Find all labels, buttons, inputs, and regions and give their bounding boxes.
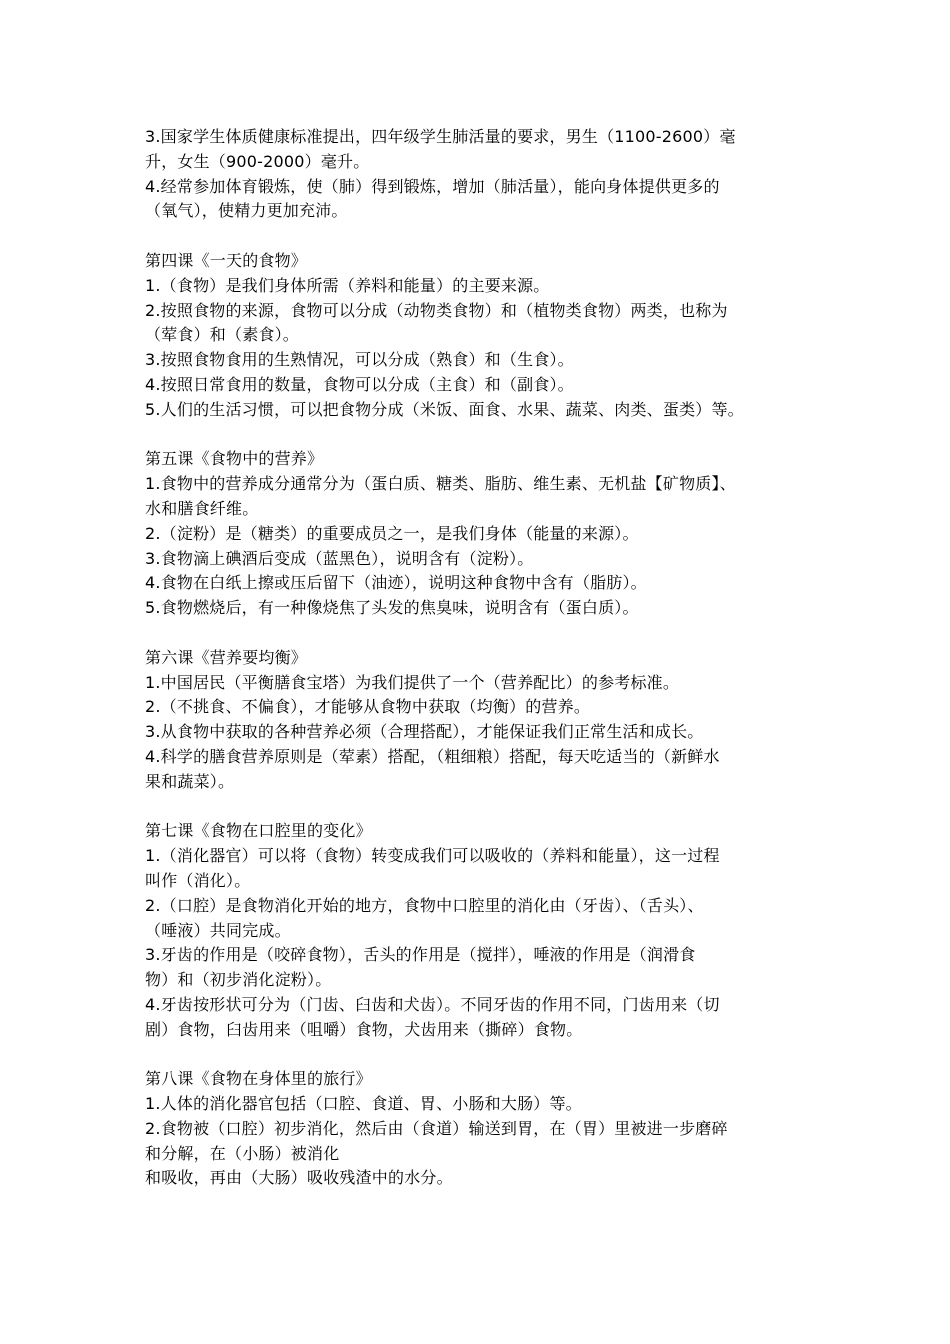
- section-heading: 第五课《食物中的营养》: [145, 449, 324, 469]
- section-lesson-4: [145, 249, 810, 423]
- text-line: 和分解，在（小肠）被消化: [145, 1143, 340, 1163]
- text-line: 剧）食物，臼齿用来（咀嚼）食物，犬齿用来（撕碎）食物。: [145, 1019, 583, 1039]
- text-line: 3.按照食物食用的生熟情况，可以分成（熟食）和（生食）。: [145, 350, 574, 370]
- text-line: 1.人体的消化器官包括（口腔、食道、胃、小肠和大肠）等。: [145, 1094, 582, 1114]
- section-lesson-7: [145, 819, 810, 1042]
- text-line: 4.科学的膳食营养原则是（荤素）搭配，（粗细粮）搭配，每天吃适当的（新鲜水: [145, 746, 720, 766]
- spacer: [145, 423, 810, 448]
- text-line: 升，女生（900-2000）毫升。: [145, 151, 370, 171]
- text-line: 1.食物中的营养成分通常分为（蛋白质、糖类、脂肪、维生素、无机盐【矿物质】、: [145, 474, 736, 494]
- text-line: 2.按照食物的来源，食物可以分成（动物类食物）和（植物类食物）两类，也称为: [145, 300, 728, 320]
- text-line: 3.国家学生体质健康标准提出，四年级学生肺活量的要求，男生（1100-2600）毫: [145, 127, 736, 146]
- text-line: （荤食）和（素食）。: [145, 325, 300, 345]
- text-line: 2.（淀粉）是（糖类）的重要成员之一，是我们身体（能量的来源）。: [145, 523, 639, 543]
- text-line: 4.经常参加体育锻炼，使（肺）得到锻炼，增加（肺活量），能向身体提供更多的: [145, 176, 720, 196]
- spacer: [145, 621, 810, 646]
- text-line: 5.食物燃烧后，有一种像烧焦了头发的焦臭味，说明含有（蛋白质）。: [145, 598, 639, 618]
- text-line: 水和膳食纤维。: [145, 498, 259, 518]
- text-line: （唾液）共同完成。: [145, 920, 291, 940]
- text-line: 1.（食物）是我们身体所需（养料和能量）的主要来源。: [145, 275, 550, 295]
- text-line: 3.食物滴上碘酒后变成（蓝黑色），说明含有（淀粉）。: [145, 548, 534, 568]
- text-line: 3.牙齿的作用是（咬碎食物），舌头的作用是（搅拌），唾液的作用是（润滑食: [145, 945, 696, 965]
- document-page: [145, 125, 810, 1191]
- text-line: 和吸收，再由（大肠）吸收残渣中的水分。: [145, 1168, 453, 1188]
- section-lesson-5: [145, 447, 810, 621]
- text-line: 4.牙齿按形状可分为（门齿、臼齿和犬齿）。不同牙齿的作用不同，门齿用来（切: [145, 994, 720, 1014]
- text-line: 2.（口腔）是食物消化开始的地方，食物中口腔里的消化由（牙齿）、（舌头）、: [145, 895, 704, 915]
- section-lesson-8: [145, 1067, 810, 1191]
- text-line: 物）和（初步消化淀粉）。: [145, 970, 332, 990]
- section-heading: 第七课《食物在口腔里的变化》: [145, 821, 372, 841]
- text-line: 1.（消化器官）可以将（食物）转变成我们可以吸收的（养料和能量），这一过程: [145, 846, 720, 866]
- text-line: 叫作（消化）。: [145, 870, 251, 890]
- section-lesson-6: [145, 646, 810, 795]
- text-line: 2.（不挑食、不偏食），才能够从食物中获取（均衡）的营养。: [145, 697, 591, 717]
- text-line: 1.中国居民（平衡膳食宝塔）为我们提供了一个（营养配比）的参考标准。: [145, 672, 680, 692]
- text-line: 果和蔬菜）。: [145, 771, 235, 791]
- spacer: [145, 795, 810, 820]
- text-line: 4.按照日常食用的数量，食物可以分成（主食）和（副食）。: [145, 374, 574, 394]
- spacer: [145, 1042, 810, 1067]
- section-heading: 第四课《一天的食物》: [145, 250, 308, 270]
- text-line: 5.人们的生活习惯，可以把食物分成（米饭、面食、水果、蔬菜、肉类、蛋类）等。: [145, 399, 744, 419]
- text-line: 3.从食物中获取的各种营养必须（合理搭配），才能保证我们正常生活和成长。: [145, 722, 704, 742]
- text-line: 2.食物被（口腔）初步消化，然后由（食道）输送到胃，在（胃）里被进一步磨碎: [145, 1118, 728, 1138]
- text-line: （氧气），使精力更加充沛。: [145, 201, 348, 221]
- text-line: 4.食物在白纸上擦或压后留下（油迹），说明这种食物中含有（脂肪）。: [145, 573, 647, 593]
- spacer: [145, 224, 810, 249]
- section-heading: 第八课《食物在身体里的旅行》: [145, 1069, 372, 1089]
- section-continuation: [145, 125, 810, 224]
- section-heading: 第六课《营养要均衡》: [145, 647, 308, 667]
